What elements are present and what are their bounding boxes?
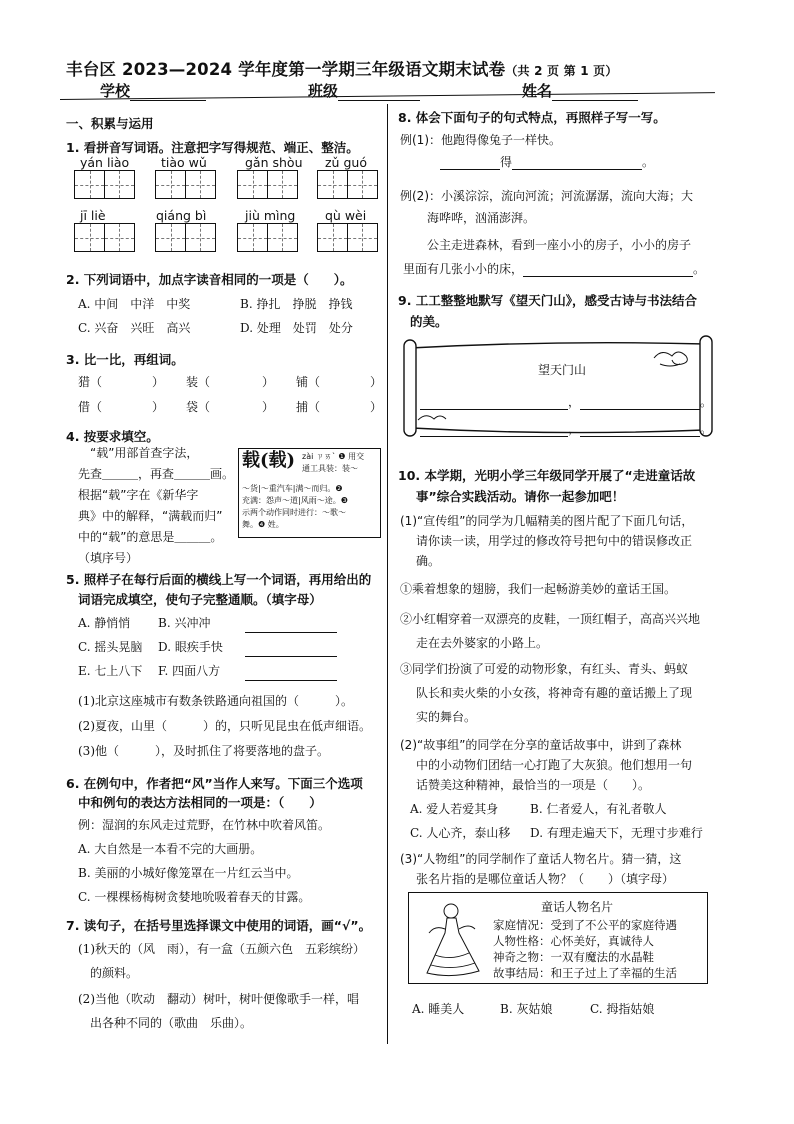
- q4-line: 根据“载”字在《新华字: [78, 488, 199, 502]
- answer-blank[interactable]: [523, 264, 693, 277]
- q5-option: F. 四面八方: [158, 664, 221, 678]
- q7-sentence: 出各种不同的（歌曲 乐曲）。: [90, 1016, 253, 1030]
- pinyin-6: qiáng bì: [156, 208, 207, 223]
- answer-blank[interactable]: [580, 424, 700, 437]
- q2-option-b: B. 挣扎 挣脱 挣钱: [240, 297, 353, 311]
- q10-p3-option: B. 灰姑娘: [500, 1002, 553, 1016]
- writing-grid[interactable]: [237, 170, 297, 199]
- school-field: 学校: [100, 80, 206, 101]
- q3-item: 袋（: [186, 400, 211, 414]
- q8-prompt: 8. 体会下面句子的句式特点，再照样子写一写。: [398, 110, 666, 125]
- q10-p2-option: A. 爱人若爱其身: [410, 802, 499, 816]
- pinyin-1: yán liào: [80, 155, 130, 170]
- q8-hw-line: 里面有几张小小的床， 。: [403, 262, 706, 276]
- writing-grid[interactable]: [317, 223, 377, 252]
- q10-prompt: 10. 本学期，光明小学三年级同学开展了“走进童话故: [398, 468, 696, 483]
- q5-option: D. 眼疾手快: [158, 640, 223, 654]
- q8-example-1: 例(1)：他跑得像兔子一样快。: [400, 133, 561, 147]
- q6-example: 例：湿润的东风走过荒野，在竹林中吹着风笛。: [78, 818, 331, 832]
- dict-line: 通工具装：装～: [302, 464, 358, 473]
- q10-sentence-3: 队长和卖火柴的小女孩，将神奇有趣的童话搬上了现: [416, 686, 693, 700]
- q7-sentence: 的颜料。: [90, 966, 139, 980]
- answer-blank[interactable]: [245, 620, 337, 633]
- writing-grid[interactable]: [155, 223, 215, 252]
- dict-line: 舞。❹ 姓。: [242, 520, 284, 529]
- answer-blank[interactable]: [420, 424, 568, 437]
- q3-item: 铺（: [296, 375, 321, 389]
- answer-blank[interactable]: [245, 668, 337, 681]
- q6-option: B. 美丽的小城好像笼罩在一片红云当中。: [78, 866, 299, 880]
- q5-prompt: 词语完成填空，使句子完整通顺。（填字母）: [78, 592, 322, 607]
- q9-prompt: 9. 工工整整地默写《望天门山》，感受古诗与书法结合: [398, 293, 698, 308]
- poem-line-1: ， 。: [420, 393, 712, 410]
- q10-part3: 张名片指的是哪位童话人物？（ ）（填字母）: [416, 872, 675, 886]
- q10-part1: 确。: [416, 554, 441, 568]
- q10-part1: (1)“宣传组”的同学为几幅精美的图片配了下面几句话，: [400, 514, 694, 528]
- q6-prompt: 中和例句的表达方法相同的一项是：（ ）: [78, 795, 322, 810]
- cloud-icon: [654, 352, 687, 366]
- q3-prompt: 3. 比一比，再组词。: [66, 352, 184, 367]
- q5-sentence: (2)夏夜，山里（ ）的，只听见昆虫在低声细语。: [78, 719, 372, 733]
- class-blank[interactable]: [338, 86, 420, 101]
- answer-blank[interactable]: [420, 397, 568, 410]
- writing-grid[interactable]: [317, 170, 377, 199]
- q6-option: C. 一棵棵杨梅树贪婪地吮吸着春天的甘露。: [78, 890, 311, 904]
- q4-line: 中的“载”的意思是＿＿＿。: [78, 530, 223, 544]
- q2-option-a: A. 中间 中洋 中奖: [78, 297, 191, 311]
- page-count: （共 2 页 第 1 页）: [505, 64, 618, 78]
- writing-grid[interactable]: [237, 223, 297, 252]
- q5-sentence: (1)北京这座城市有数条铁路通向祖国的（ ）。: [78, 694, 354, 708]
- q10-sentence-2: 走在去外婆家的小路上。: [416, 636, 549, 650]
- q3-item: ）: [262, 400, 275, 414]
- q10-part2: 中的小动物们团结一心打跑了大灰狼。他们想用一句: [416, 758, 693, 772]
- pinyin-4: zǔ guó: [325, 155, 367, 170]
- pinyin-2: tiào wǔ: [161, 155, 207, 170]
- writing-grid[interactable]: [74, 223, 134, 252]
- q6-option: A. 大自然是一本看不完的大画册。: [78, 842, 263, 856]
- q7-sentence: (2)当他（吹动 翻动）树叶，树叶便像歌手一样，唱: [78, 992, 360, 1006]
- q3-item: 猎（: [78, 375, 103, 389]
- q2-option-d: D. 处理 处罚 处分: [240, 321, 353, 335]
- q2-prompt: 2. 下列词语中，加点字读音相同的一项是（ ）。: [66, 272, 353, 287]
- q7-prompt: 7. 读句子，在括号里选择课文中使用的词语，画“√”。: [66, 918, 372, 933]
- answer-blank[interactable]: [440, 157, 500, 170]
- q8-example-2: 海哗哗，汹涌澎湃。: [427, 211, 536, 225]
- q5-option: A. 静悄悄: [78, 616, 131, 630]
- q8-fill-1: 得 。: [440, 153, 654, 170]
- q3-item: ）: [152, 375, 165, 389]
- dict-line: ～货|～重汽车|满～而归。❷: [242, 484, 343, 493]
- q5-prompt: 5. 照样子在每行后面的横线上写一个词语，再用给出的: [66, 572, 372, 587]
- dict-char: 载(载): [242, 450, 296, 471]
- answer-blank[interactable]: [245, 644, 337, 657]
- q3-item: 装（: [186, 375, 211, 389]
- q10-part2: (2)“故事组”的同学在分享的童话故事中，讲到了森林: [400, 738, 682, 752]
- answer-blank[interactable]: [512, 157, 642, 170]
- q10-p3-option: A. 睡美人: [412, 1002, 465, 1016]
- q8-hw-line: 公主走进森林，看到一座小小的房子，小小的房子: [427, 238, 692, 252]
- answer-blank[interactable]: [580, 397, 700, 410]
- q3-item: ）: [370, 400, 383, 414]
- q10-part3: (3)“人物组”的同学制作了童话人物名片。猜一猜，这: [400, 852, 682, 866]
- q2-option-c: C. 兴奋 兴旺 高兴: [78, 321, 191, 335]
- dict-line: zài ㄗㄞˋ ❶ 用交: [302, 452, 365, 461]
- q10-p3-option: C. 拇指姑娘: [590, 1002, 655, 1016]
- q3-item: ）: [262, 375, 275, 389]
- q10-sentence-1: ①乘着想象的翅膀，我们一起畅游美妙的童话王国。: [400, 582, 677, 596]
- character-card: [408, 892, 708, 984]
- q8-example-2: 例(2)：小溪淙淙，流向河流；河流潺潺，流向大海；大: [400, 189, 694, 203]
- card-title: 童话人物名片: [541, 900, 614, 914]
- poem-line-2: ， 。: [420, 420, 712, 437]
- q4-prompt: 4. 按要求填空。: [66, 429, 159, 444]
- q10-part1: 请你读一读，用学过的修改符号把句中的错误修改正: [416, 534, 693, 548]
- princess-illustration-icon: [417, 899, 487, 979]
- q1-prompt: 1. 看拼音写词语。注意把字写得规范、端正、整洁。: [66, 140, 359, 155]
- column-divider: [387, 104, 388, 1044]
- writing-grid[interactable]: [155, 170, 215, 199]
- q10-p2-option: D. 有理走遍天下，无理寸步难行: [530, 826, 703, 840]
- q4-line: （填序号）: [78, 551, 139, 565]
- q4-line: 先查＿＿＿，再查＿＿＿画。: [78, 467, 235, 481]
- q5-sentence: (3)他（ ），及时抓住了将要落地的盘子。: [78, 744, 329, 758]
- dictionary-entry: [238, 448, 381, 538]
- q10-sentence-2: ②小红帽穿着一双漂亮的皮鞋，一顶红帽子，高高兴兴地: [400, 612, 701, 626]
- q3-item: ）: [370, 375, 383, 389]
- q10-p2-option: B. 仁者爱人，有礼者敬人: [530, 802, 667, 816]
- poem-title: 望天门山: [538, 363, 587, 377]
- q5-option: E. 七上八下: [78, 664, 143, 678]
- q9-prompt: 的美。: [410, 314, 448, 329]
- q10-sentence-3: ③同学们扮演了可爱的动物形象，有红头、青头、蚂蚁: [400, 662, 689, 676]
- q4-line: “载”用部首查字法，: [90, 446, 199, 460]
- q10-p2-option: C. 人心齐，泰山移: [410, 826, 511, 840]
- pinyin-8: qù wèi: [325, 208, 367, 223]
- q5-option: B. 兴冲冲: [158, 616, 211, 630]
- section-title: 一、积累与运用: [66, 116, 154, 131]
- card-line: 神奇之物：一双有魔法的水晶鞋: [493, 950, 654, 964]
- dict-line: 充满：怨声～道|风雨～途。❸: [242, 496, 348, 505]
- card-line: 家庭情况：受到了不公平的家庭待遇: [493, 918, 677, 932]
- card-line: 人物性格：心怀美好，真诚待人: [493, 934, 654, 948]
- q7-sentence: (1)秋天的（风 雨），有一盒（五颜六色 五彩缤纷）: [78, 942, 366, 956]
- q10-part2: 话赞美这种精神，最恰当的一项是（ ）。: [416, 778, 651, 792]
- q10-prompt: 事”综合实践活动。请你一起参加吧！: [416, 489, 625, 504]
- q3-item: 捕（: [296, 400, 321, 414]
- exam-title: 丰台区 2023—2024 学年度第一学期三年级语文期末试卷（共 2 页 第 1 页）: [66, 60, 618, 79]
- card-line: 故事结局：和王子过上了幸福的生活: [493, 966, 677, 980]
- q3-item: ）: [152, 400, 165, 414]
- writing-grid[interactable]: [74, 170, 134, 199]
- q3-item: 借（: [78, 400, 103, 414]
- q4-line: 典》中的解释，“满载而归”: [78, 509, 223, 523]
- class-field: 班级: [308, 80, 420, 101]
- name-field: 姓名: [522, 80, 638, 101]
- q5-option: C. 摇头晃脑: [78, 640, 143, 654]
- q6-prompt: 6. 在例句中，作者把“风”当作人来写。下面三个选项: [66, 776, 363, 791]
- dict-line: 示两个动作同时进行：～歌～: [242, 508, 346, 517]
- pinyin-7: jiù mìng: [245, 208, 296, 223]
- pinyin-3: gǎn shòu: [245, 155, 303, 170]
- q10-sentence-3: 实的舞台。: [416, 710, 477, 724]
- pinyin-5: jī liè: [80, 208, 106, 223]
